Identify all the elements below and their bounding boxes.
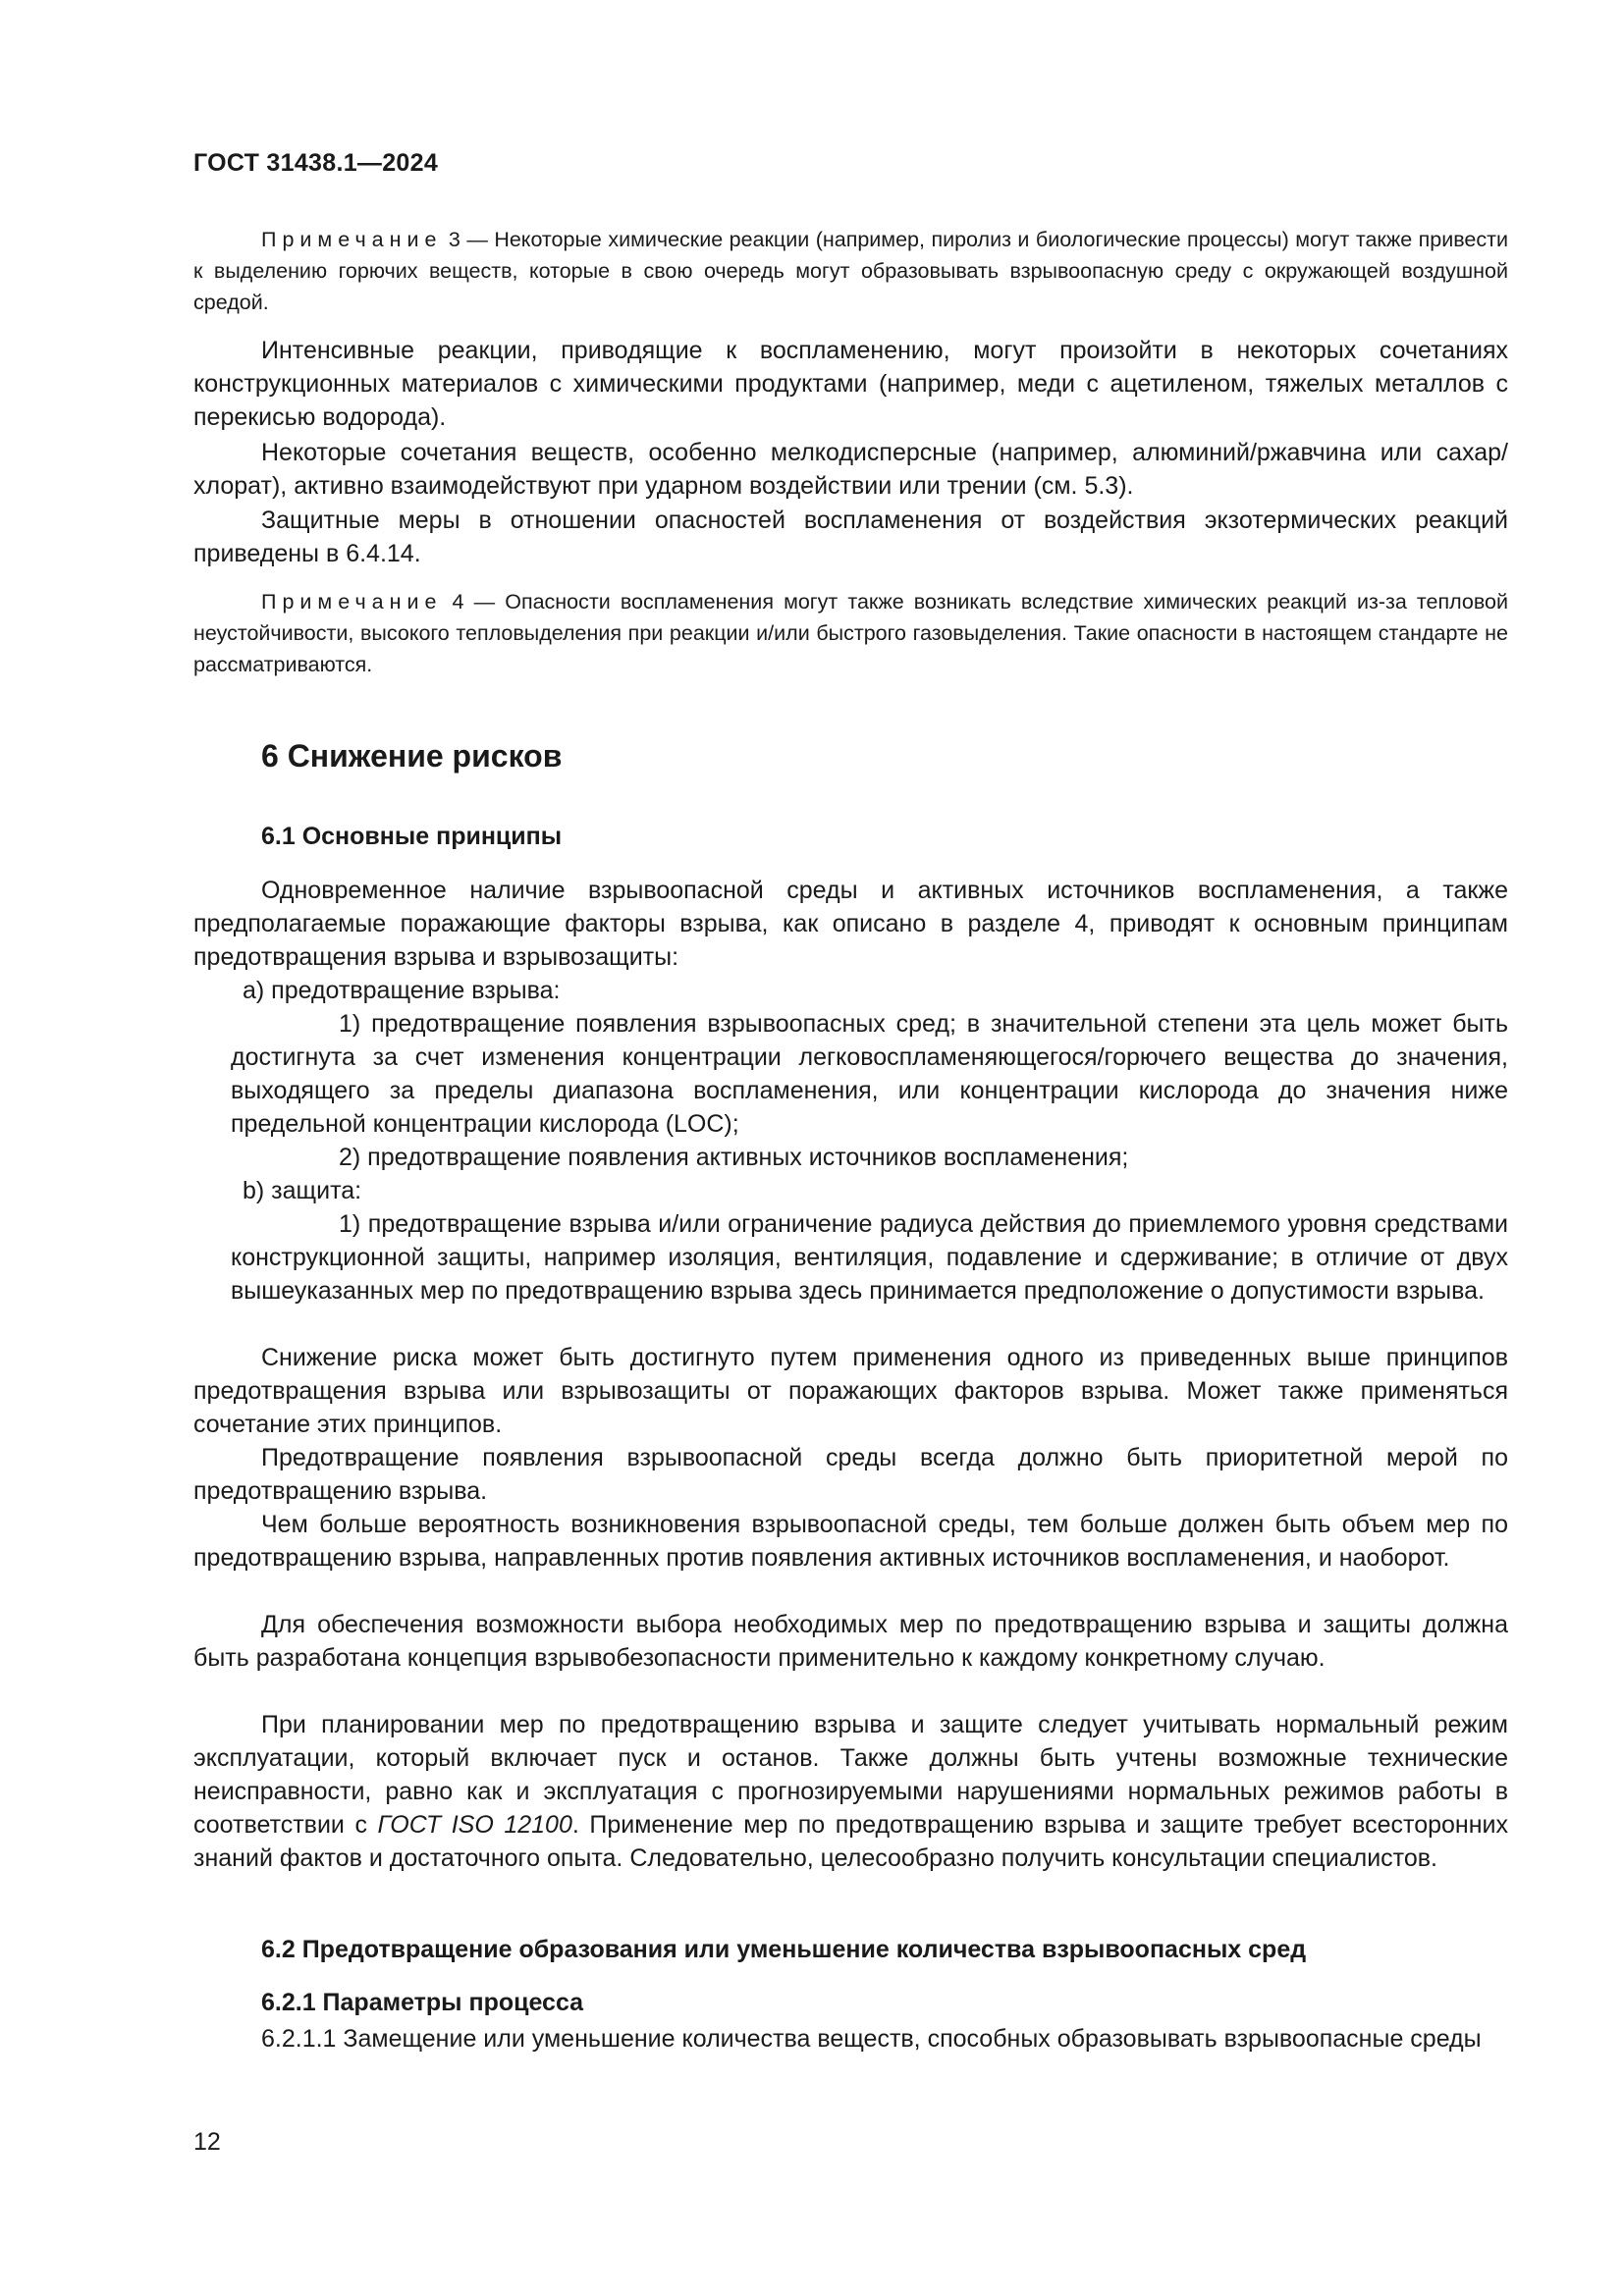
section-6-2-heading: 6.2 Предотвращение образования или уменьшение количества взрывоопасных сред	[261, 1936, 1307, 1963]
section-6-1-heading: 6.1 Основные принципы	[261, 823, 563, 850]
paragraph-substance-combinations: Некоторые сочетания веществ, особенно мелкодисперсные (например, алюминий/ржавчина или сахар/хлорат), активно взаимодействуют при ударном воздействии или трении (см. 5.3).	[193, 439, 1508, 500]
list-item-b: b) защита:	[243, 1177, 362, 1204]
paragraph-probability: Чем больше вероятность возникновения взрывоопасной среды, тем больше должен быть объем мер по предотвращению взрыва, направленных против появления активных источников воспламенения, и наоборот.	[193, 1511, 1508, 1572]
planning-text-before: При планировании мер по предотвращению взрыва и защите следует учитывать нормальный режим эксплуатации, который включает пуск и останов. Также должны быть учтены возможные технические неисправности, равно как и эксплуатация с прогнозируемыми нарушениями нормальных режимов работы в соответствии с	[193, 1711, 1508, 1839]
standard-reference: ГОСТ ISO 12100	[377, 1811, 572, 1839]
list-item-a: a) предотвращение взрыва:	[243, 977, 561, 1004]
note-label: Примечание	[261, 228, 443, 251]
paragraph-basic-principles: Одновременное наличие взрывоопасной среды и активных источников воспламенения, а также предполагаемые поражающие факторы взрыва, как описано в разделе 4, приводят к основным принципам предотвращения взрыва и взрывозащиты:	[193, 877, 1508, 971]
paragraph-priority: Предотвращение появления взрывоопасной среды всегда должно быть приоритетной мерой по предотвращению взрыва.	[193, 1444, 1508, 1505]
paragraph-6-2-1-1: 6.2.1.1 Замещение или уменьшение количества веществ, способных образовывать взрывоопасные среды	[261, 2025, 1482, 2053]
note-text: 3 — Некоторые химические реакции (например, пиролиз и биологические процессы) могут также привести к выделению горючих веществ, которые в свою очередь могут образовывать взрывоопасную среду с окружающей воздушной средой.	[193, 228, 1508, 314]
paragraph-intensive-reactions: Интенсивные реакции, приводящие к воспламенению, могут произойти в некоторых сочетаниях конструкционных материалов с химическими продуктами (например, меди с ацетиленом, тяжелых металлов с перекисью водорода).	[193, 337, 1508, 431]
section-6-heading: 6 Снижение рисков	[261, 738, 563, 774]
section-6-2-1-heading: 6.2.1 Параметры процесса	[261, 1989, 584, 2016]
paragraph-protective-measures: Защитные меры в отношении опасностей воспламенения от воздействия экзотермических реакций приведены в 6.4.14.	[193, 507, 1508, 567]
document-code-header: ГОСТ 31438.1—2024	[193, 149, 439, 177]
paragraph-safety-concept: Для обеспечения возможности выбора необходимых мер по предотвращению взрыва и защиты должна быть разработана концепция взрывобезопасности применительно к каждому конкретному случаю.	[193, 1611, 1508, 1672]
page-number: 12	[193, 2128, 221, 2156]
list-item-a1: 1) предотвращение появления взрывоопасных сред; в значительной степени эта цель может быть достигнута за счет изменения концентрации легковоспламеняющегося/горючего вещества до значения, выходящего за пределы диапазона воспламенения, или концентрации кислорода до значения ниже предельной концентрации кислорода (LOC);	[231, 1010, 1508, 1138]
paragraph-planning	[193, 1708, 1508, 1875]
planning-text-after: . Применение мер по предотвращению взрыва и защите требует всесторонних знаний фактов и достаточного опыта. Следовательно, целесообразно получить консультации специалистов.	[193, 1811, 1508, 1872]
note-label: Примечание	[261, 590, 443, 614]
paragraph-risk-reduction: Снижение риска может быть достигнуто путем применения одного из приведенных выше принципов предотвращения взрыва или взрывозащиты от поражающих факторов взрыва. Может также применяться сочетание этих принципов.	[193, 1344, 1508, 1438]
note-3	[193, 224, 1508, 318]
list-item-b1: 1) предотвращение взрыва и/или ограничение радиуса действия до приемлемого уровня средствами конструкционной защиты, например изоляция, вентиляция, подавление и сдерживание; в отличие от двух вышеуказанных мер по предотвращению взрыва здесь принимается предположение о допустимости взрыва.	[231, 1210, 1508, 1305]
note-text: 4 — Опасности воспламенения могут также возникать вследствие химических реакций из-за тепловой неустойчивости, высокого тепловыделения при реакции и/или быстрого газовыделения. Такие опасности в настоящем стандарте не рассматриваются.	[193, 590, 1508, 676]
note-4	[193, 586, 1508, 680]
list-item-a2: 2) предотвращение появления активных источников воспламенения;	[339, 1144, 1129, 1171]
